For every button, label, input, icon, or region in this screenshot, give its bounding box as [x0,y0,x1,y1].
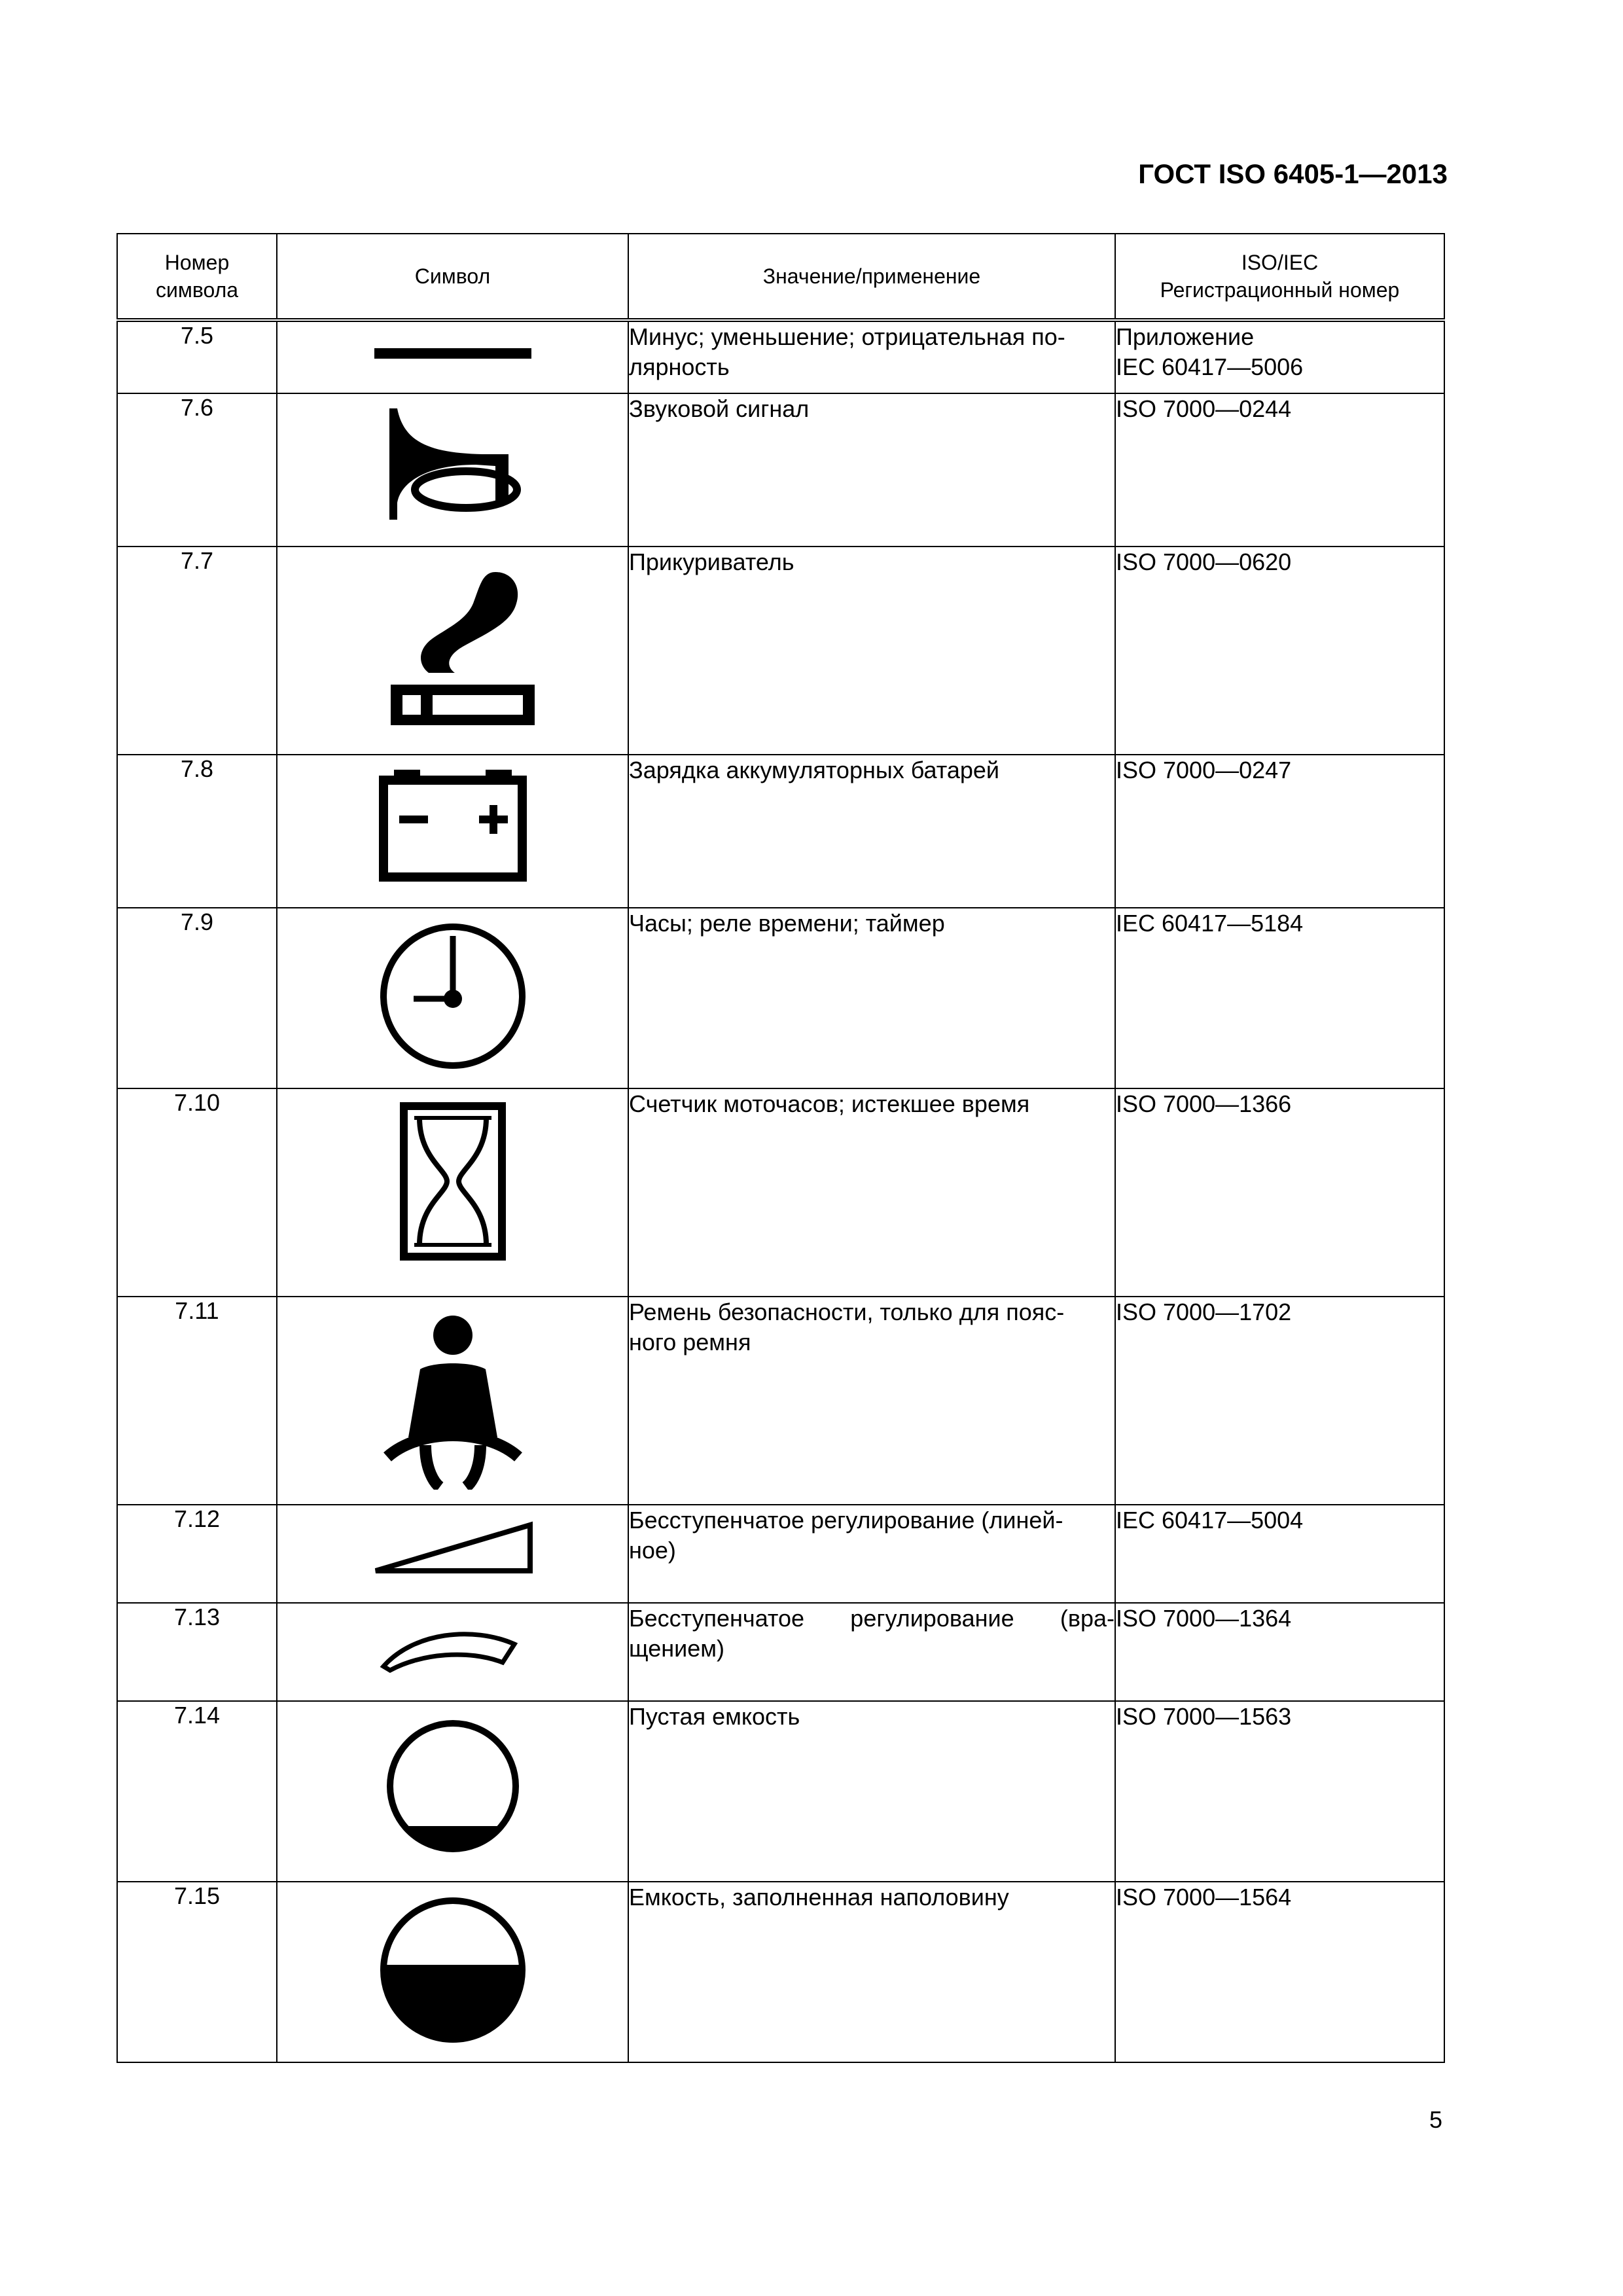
table-row [117,320,1444,393]
meaning-cell: Ремень безопасности, только для пояс- ного ремня [628,1297,1115,1505]
symbol-number: 7.8 [117,755,277,908]
symbol-cell [277,755,628,908]
column-header-registration: ISO/IEC Регистрационный номер [1115,234,1444,320]
registration-cell: ISO 7000—0620 [1115,547,1444,755]
linear-adjust-icon [368,1515,538,1580]
table-row [117,393,1444,547]
cigar-lighter-icon [371,556,535,733]
symbol-cell [277,908,628,1088]
table-row [117,1088,1444,1297]
table-row [117,908,1444,1088]
symbol-cell [277,1603,628,1701]
symbol-number: 7.7 [117,547,277,755]
registration-cell: Приложение IEC 60417—5006 [1115,320,1444,393]
rotary-adjust-icon [374,1613,531,1678]
meaning-cell: Пустая емкость [628,1701,1115,1882]
column-header-number: Номер символа [117,234,277,320]
registration-cell: ISO 7000—0247 [1115,755,1444,908]
table-row [117,1882,1444,2062]
meaning-cell: Звуковой сигнал [628,393,1115,547]
column-header-meaning: Значение/применение [628,234,1115,320]
registration-cell: ISO 7000—1366 [1115,1088,1444,1297]
meaning-cell: Бесступенчатое регулирование (линей- ное) [628,1505,1115,1603]
registration-cell: ISO 7000—1702 [1115,1297,1444,1505]
hourglass-icon [397,1098,508,1268]
symbol-number: 7.13 [117,1603,277,1701]
table-row [117,1505,1444,1603]
battery-charging-icon [368,764,538,882]
symbol-number: 7.14 [117,1701,277,1882]
column-header-symbol: Символ [277,234,628,320]
symbol-cell [277,320,628,393]
registration-cell: ISO 7000—1564 [1115,1882,1444,2062]
table-header-row [117,234,1444,320]
symbols-table [116,233,1445,2063]
meaning-cell: Минус; уменьшение; отрицательная по- лярность [628,320,1115,393]
symbol-number: 7.12 [117,1505,277,1603]
empty-container-icon [381,1711,525,1861]
meaning-cell: Счетчик моточасов; истекшее время [628,1088,1115,1297]
half-full-container-icon [374,1892,531,2049]
table-row [117,1297,1444,1505]
registration-cell: ISO 7000—1563 [1115,1701,1444,1882]
symbol-number: 7.10 [117,1088,277,1297]
meaning-cell: Зарядка аккумуляторных батарей [628,755,1115,908]
symbol-cell [277,1505,628,1603]
table-row [117,755,1444,908]
symbol-cell [277,547,628,755]
symbol-cell [277,1701,628,1882]
seat-belt-lap-icon [374,1306,531,1490]
symbol-cell [277,393,628,547]
symbol-number: 7.9 [117,908,277,1088]
meaning-cell: Бесступенчатое регулирование (вра- щением) [628,1603,1115,1701]
clock-icon [374,918,531,1075]
document-code: ГОСТ ISO 6405-1—2013 [1138,158,1448,189]
meaning-cell: Часы; реле времени; таймер [628,908,1115,1088]
registration-cell: IEC 60417—5184 [1115,908,1444,1088]
registration-cell: ISO 7000—0244 [1115,393,1444,547]
symbol-cell [277,1088,628,1297]
registration-cell: IEC 60417—5004 [1115,1505,1444,1603]
symbol-number: 7.6 [117,393,277,547]
symbol-number: 7.5 [117,320,277,393]
page-number: 5 [1429,2106,1442,2133]
table-row [117,1701,1444,1882]
horn-icon [378,403,528,521]
minus-icon [368,331,538,377]
symbol-cell [277,1882,628,2062]
table-row [117,1603,1444,1701]
symbol-number: 7.15 [117,1882,277,2062]
symbol-cell [277,1297,628,1505]
symbol-number: 7.11 [117,1297,277,1505]
meaning-cell: Емкость, заполненная наполовину [628,1882,1115,2062]
registration-cell: ISO 7000—1364 [1115,1603,1444,1701]
meaning-cell: Прикуриватель [628,547,1115,755]
table-row [117,547,1444,755]
